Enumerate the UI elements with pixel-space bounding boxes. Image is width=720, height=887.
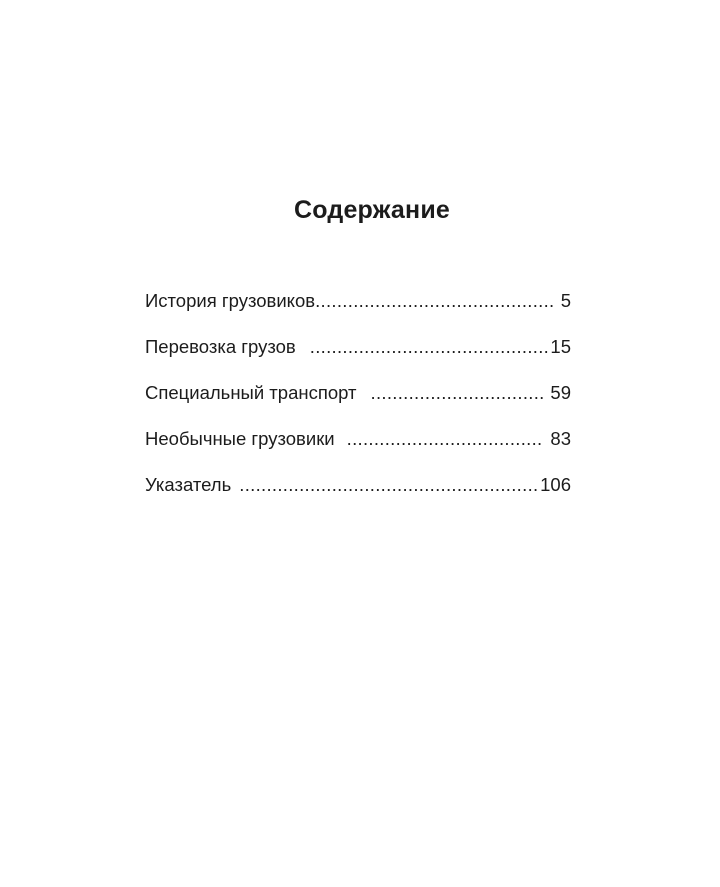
toc-entry-history bbox=[145, 290, 571, 336]
toc-entry-title: Перевозка грузов bbox=[145, 336, 296, 357]
dot-leader bbox=[371, 382, 545, 404]
toc-entry-index bbox=[145, 474, 571, 520]
dot-leader bbox=[239, 474, 540, 496]
toc-entry-title: История грузовиков bbox=[145, 290, 316, 311]
toc-page-number: 15 bbox=[550, 336, 571, 357]
page-title: Содержание bbox=[293, 196, 451, 224]
toc-entry-unusual bbox=[145, 428, 571, 474]
dot-leader bbox=[315, 290, 555, 312]
toc-page-number: 106 bbox=[540, 474, 571, 495]
toc-page-number: 5 bbox=[560, 290, 571, 311]
table-of-contents bbox=[145, 290, 571, 520]
dot-leader bbox=[347, 428, 545, 450]
toc-entry-title: Специальный транспорт bbox=[145, 382, 357, 403]
toc-page-number: 59 bbox=[550, 382, 571, 403]
toc-entry-cargo bbox=[145, 336, 571, 382]
dot-leader bbox=[310, 336, 551, 358]
toc-page-number: 83 bbox=[550, 428, 571, 449]
toc-entry-title: Указатель bbox=[145, 474, 232, 495]
toc-entry-title: Необычные грузовики bbox=[145, 428, 335, 449]
toc-entry-special bbox=[145, 382, 571, 428]
